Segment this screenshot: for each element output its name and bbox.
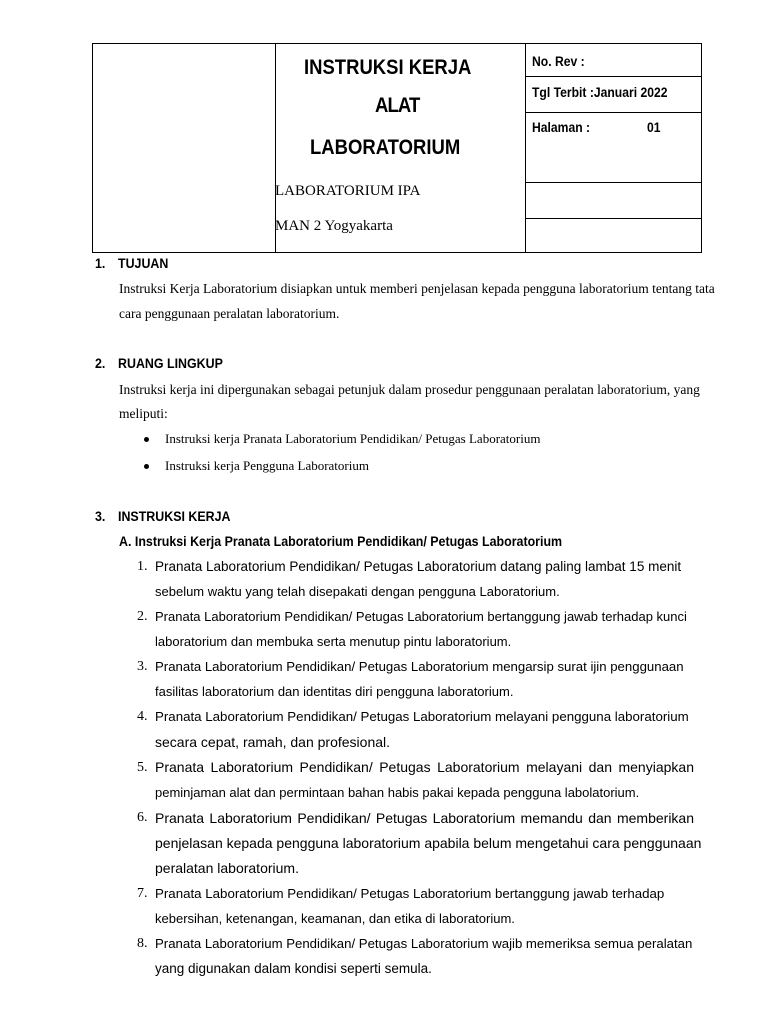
list-item-number: 2. [137, 609, 148, 624]
logo-cell [93, 44, 275, 252]
list-item-line: sebelum waktu yang telah disepakati dengan pengguna Laboratorium. [155, 584, 560, 599]
header-table [92, 43, 702, 253]
list-item-line-justified [155, 759, 694, 775]
list-item-line: Pranata Laboratorium Pendidikan/ Petugas Laboratorium bertanggung jawab terhadap [155, 886, 665, 901]
doc-title-line1: INSTRUKSI KERJA [304, 56, 472, 79]
divider [525, 112, 701, 113]
list-item-line: Pranata Laboratorium Pendidikan/ Petugas Laboratorium datang paling lambat 15 menit [155, 559, 682, 574]
list-item-word: melayani [526, 759, 583, 775]
bullet-item: Instruksi kerja Pengguna Laboratorium [165, 458, 369, 473]
no-rev: No. Rev : [532, 54, 585, 69]
section-number: 2. [95, 356, 106, 371]
list-item-line: yang digunakan dalam kondisi seperti semula. [155, 961, 432, 976]
list-item-word: menyiapkan [618, 759, 694, 775]
section-1-text-line1: Instruksi Kerja Laboratorium disiapkan untuk memberi penjelasan kepada pengguna laboratorium tentang tata [119, 281, 715, 296]
list-item-number: 7. [137, 886, 148, 901]
list-item-line: peralatan laboratorium. [155, 860, 299, 876]
subsection-a-heading: A. Instruksi Kerja Pranata Laboratorium Pendidikan/ Petugas Laboratorium [119, 534, 563, 549]
section-number: 1. [95, 256, 106, 271]
list-item-word: Laboratorium [437, 759, 520, 775]
list-item-number: 5. [137, 760, 148, 775]
bullet-icon [144, 464, 149, 469]
list-item-line: fasilitas laboratorium dan identitas diri pengguna laboratorium. [155, 684, 514, 699]
section-title: RUANG LINGKUP [118, 356, 223, 371]
halaman-value: 01 [647, 120, 661, 135]
list-item-line: peminjaman alat dan permintaan bahan habis pakai kepada pengguna labolatorium. [155, 785, 640, 800]
tgl-terbit: Tgl Terbit :Januari 2022 [532, 85, 668, 100]
section-2-heading [95, 356, 371, 374]
school-name: MAN 2 Yogyakarta [275, 218, 393, 234]
list-item-line: Pranata Laboratorium Pendidikan/ Petugas Laboratorium memandu dan memberikan [155, 810, 694, 826]
list-item-line: Pranata Laboratorium Pendidikan/ Petugas Laboratorium mengarsip surat ijin penggunaan [155, 659, 684, 674]
list-item-number: 4. [137, 709, 148, 724]
section-number: 3. [95, 509, 106, 524]
list-item-word: dan [588, 759, 612, 775]
list-item-number: 8. [137, 936, 148, 951]
list-item-word: Pendidikan/ [299, 759, 373, 775]
list-item-word: Pranata [155, 759, 205, 775]
section-3-heading [95, 509, 371, 527]
doc-title-line2: ALAT [375, 94, 420, 117]
list-item-line: Pranata Laboratorium Pendidikan/ Petugas Laboratorium bertanggung jawab terhadap kunci [155, 609, 687, 624]
list-item-line: penjelasan kepada pengguna laboratorium apabila belum mengetahui cara penggunaan [155, 835, 702, 851]
list-item-word: Laboratorium [210, 759, 294, 775]
list-item-line: laboratorium dan membuka serta menutup pintu laboratorium. [155, 634, 512, 649]
section-2-text-line2: meliputi: [119, 406, 168, 421]
list-item-line: kebersihan, ketenangan, keamanan, dan etika di laboratorium. [155, 911, 515, 926]
list-item-number: 3. [137, 659, 148, 674]
section-1-text-line2: cara penggunaan peralatan laboratorium. [119, 306, 340, 321]
list-item-number: 1. [137, 559, 148, 574]
list-item-line: Pranata Laboratorium Pendidikan/ Petugas Laboratorium wajib memeriksa semua peralatan [155, 936, 693, 951]
divider [525, 182, 701, 183]
section-2-text-line1: Instruksi kerja ini dipergunakan sebagai petunjuk dalam prosedur penggunaan peralatan laboratorium, yang [119, 382, 700, 397]
section-title: INSTRUKSI KERJA [118, 509, 231, 524]
section-1-heading [95, 256, 371, 274]
section-title: TUJUAN [118, 256, 169, 271]
list-item-number: 6. [137, 810, 148, 825]
halaman-label: Halaman : [532, 120, 591, 135]
list-item-line: secara cepat, ramah, dan profesional. [155, 734, 391, 750]
doc-title-line3: LABORATORIUM [310, 136, 461, 159]
divider [525, 76, 701, 77]
bullet-icon [144, 437, 149, 442]
divider [525, 218, 701, 219]
list-item-line: Pranata Laboratorium Pendidikan/ Petugas Laboratorium melayani pengguna laboratorium [155, 709, 689, 724]
unit-name: LABORATORIUM IPA [275, 183, 421, 199]
list-item-word: Petugas [379, 759, 431, 775]
bullet-item: Instruksi kerja Pranata Laboratorium Pendidikan/ Petugas Laboratorium [165, 431, 541, 446]
